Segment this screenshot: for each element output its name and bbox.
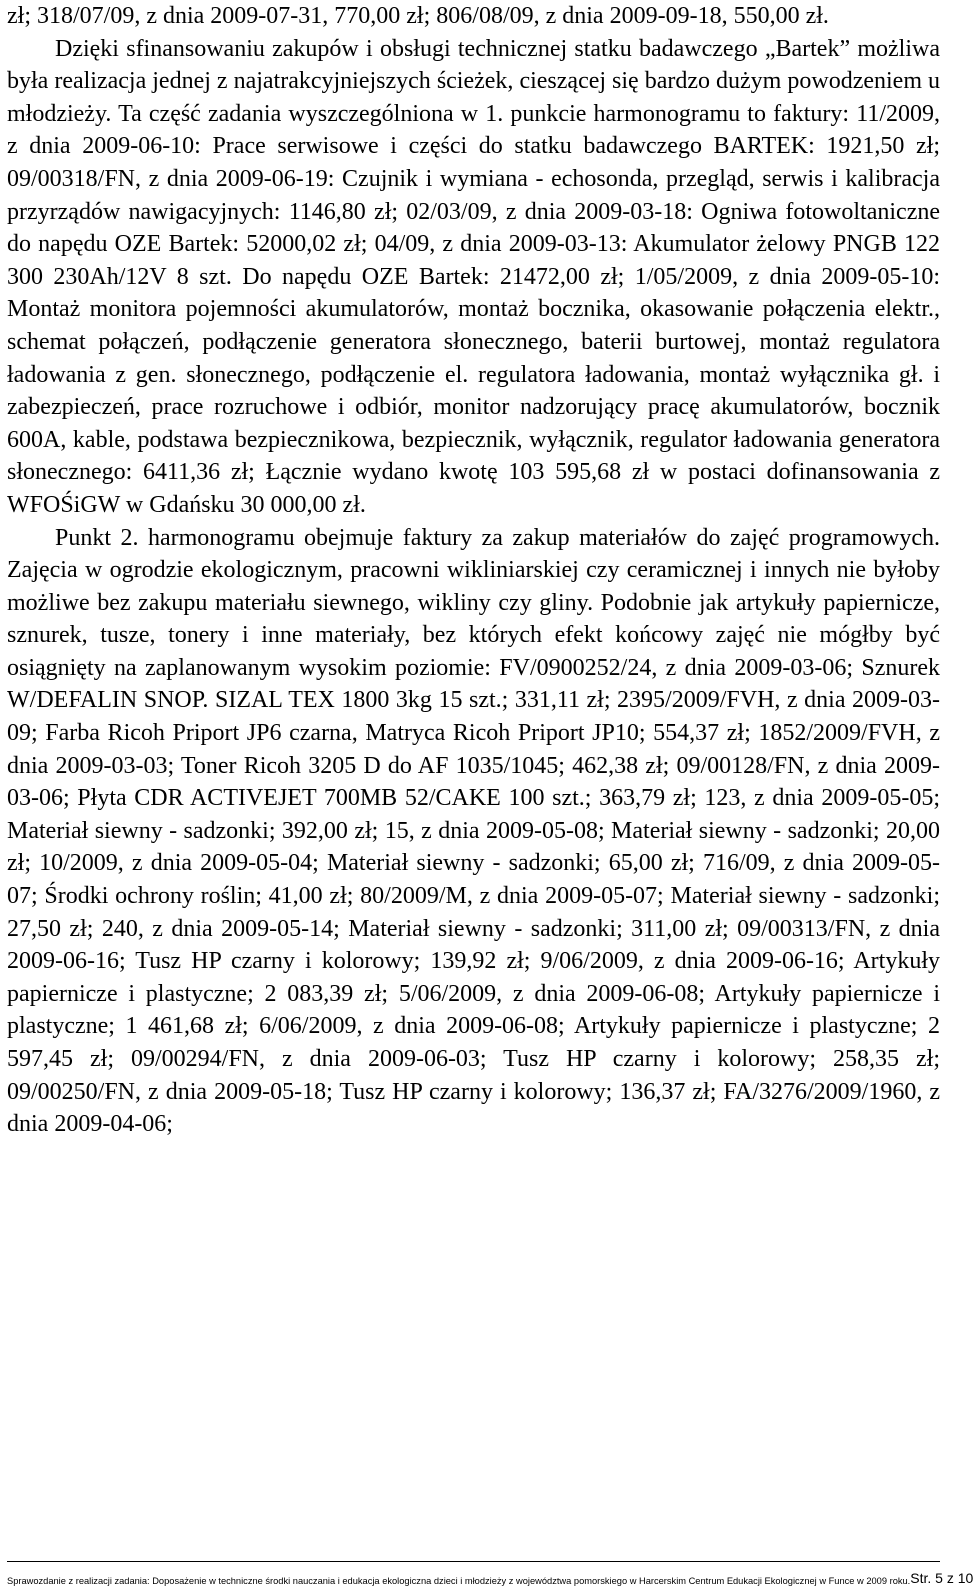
paragraph-continuation: zł; 318/07/09, z dnia 2009-07-31, 770,00 zł; 806/08/09, z dnia 2009-09-18, 550,00 zł. bbox=[7, 3, 829, 29]
page-number: Str. 5 z 10 bbox=[910, 1570, 974, 1586]
paragraph-point-2: Punkt 2. harmonogramu obejmuje faktury za zakup materiałów do zajęć programowych. Zajęcia w ogrodzie ekologicznym, pracowni wikliniarskiej czy ceramicznej i innych nie byłoby możliwe bez zakupu materiału siewnego, wikliny czy gliny. Podobnie jak artykuły papiernicze, sznurek, tusze, tonery i inne materiały, bez których efekt końcowy zajęć nie mógłby być osiągnięty na zaplanowanym wysokim poziomie: FV/0900252/24, z dnia 2009-03-06; Sznurek W/DEFALIN SNOP. SIZAL TEX 1800 3kg 15 szt.; 331,11 zł; 2395/2009/FVH, z dnia 2009-03-09; Farba Ricoh Priport JP6 czarna, Matryca Ricoh Priport JP10; 554,37 zł; 1852/2009/FVH, z dnia 2009-03-03; Toner Ricoh 3205 D do AF 1035/1045; 462,38 zł; 09/00128/FN, z dnia 2009-03-06; Płyta CDR ACTIVEJET 700MB 52/CAKE 100 szt.; 363,79 zł; 123, z dnia 2009-05-05; Materiał siewny - sadzonki; 392,00 zł; 15, z dnia 2009-05-08; Materiał siewny - sadzonki; 20,00 zł; 10/2009, z dnia 2009-05-04; Materiał siewny - sadzonki; 65,00 zł; 716/09, z dnia 2009-05-07; Środki ochrony roślin; 41,00 zł; 80/2009/M, z dnia 2009-05-07; Materiał siewny - sadzonki; 27,50 zł; 240, z dnia 2009-05-14; Materiał siewny - sadzonki; 311,00 zł; 09/00313/FN, z dnia 2009-06-16; Tusz HP czarny i kolorowy; 139,92 zł; 9/06/2009, z dnia 2009-06-16; Artykuły papiernicze i plastyczne; 2 083,39 zł; 5/06/2009, z dnia 2009-06-08; Artykuły papiernicze i plastyczne; 1 461,68 zł; 6/06/2009, z dnia 2009-06-08; Artykuły papiernicze i plastyczne; 2 597,45 zł; 09/00294/FN, z dnia 2009-06-03; Tusz HP czarny i kolorowy; 258,35 zł; 09/00250/FN, z dnia 2009-05-18; Tusz HP czarny i kolorowy; 136,37 zł; FA/3276/2009/1960, z dnia 2009-04-06; bbox=[7, 524, 940, 1138]
paragraph-bartek: Dzięki sfinansowaniu zakupów i obsługi technicznej statku badawczego „Bartek” możliwa była realizacja jednej z najatrakcyjniejszych ścieżek, cieszącej się bardzo dużym powodzeniem u młodzieży. Ta część zadania wyszczególniona w 1. punkcie harmonogramu to faktury: 11/2009, z dnia 2009-06-10: Prace serwisowe i części do statku badawczego BARTEK: 1921,50 zł; 09/00318/FN, z dnia 2009-06-19: Czujnik i wymiana - echosonda, przegląd, serwis i kalibracja przyrządów nawigacyjnych: 1146,80 zł; 02/03/09, z dnia 2009-03-18: Ogniwa fotowoltaniczne do napędu OZE Bartek: 52000,02 zł; 04/09, z dnia 2009-03-13: Akumulator żelowy PNGB 122 300 230Ah/12V 8 szt. Do napędu OZE Bartek: 21472,00 zł; 1/05/2009, z dnia 2009-05-10: Montaż monitora pojemności akumulatorów, montaż bocznika, okasowanie połączenia elektr., schemat połączeń, podłączenie generatora słonecznego, baterii burtowej, montaż regulatora ładowania z gen. słonecznego, podłączenie el. regulatora ładowania, montaż wyłącznika gł. i zabezpieczeń, prace rozruchowe i odbiór, monitor nadzorujący pracę akumulatorów, bocznik 600A, kable, podstawa bezpiecznikowa, bezpiecznik, wyłącznik, regulator ładowania generatora słonecznego: 6411,36 zł; Łącznie wydano kwotę 103 595,68 zł w postaci dofinansowania z WFOŚiGW w Gdańsku 30 000,00 zł. bbox=[7, 35, 940, 518]
footer-description: Sprawozdanie z realizacji zadania: Doposażenie w techniczne środki nauczania i edukacja ekologiczna dzieci i młodzieży z województwa pomorskiego w Harcerskim Centrum Edukacji Ekologicznej w Funce w 2009 roku. bbox=[7, 1576, 911, 1586]
body-text bbox=[7, 0, 940, 1141]
page-footer bbox=[7, 1561, 974, 1586]
